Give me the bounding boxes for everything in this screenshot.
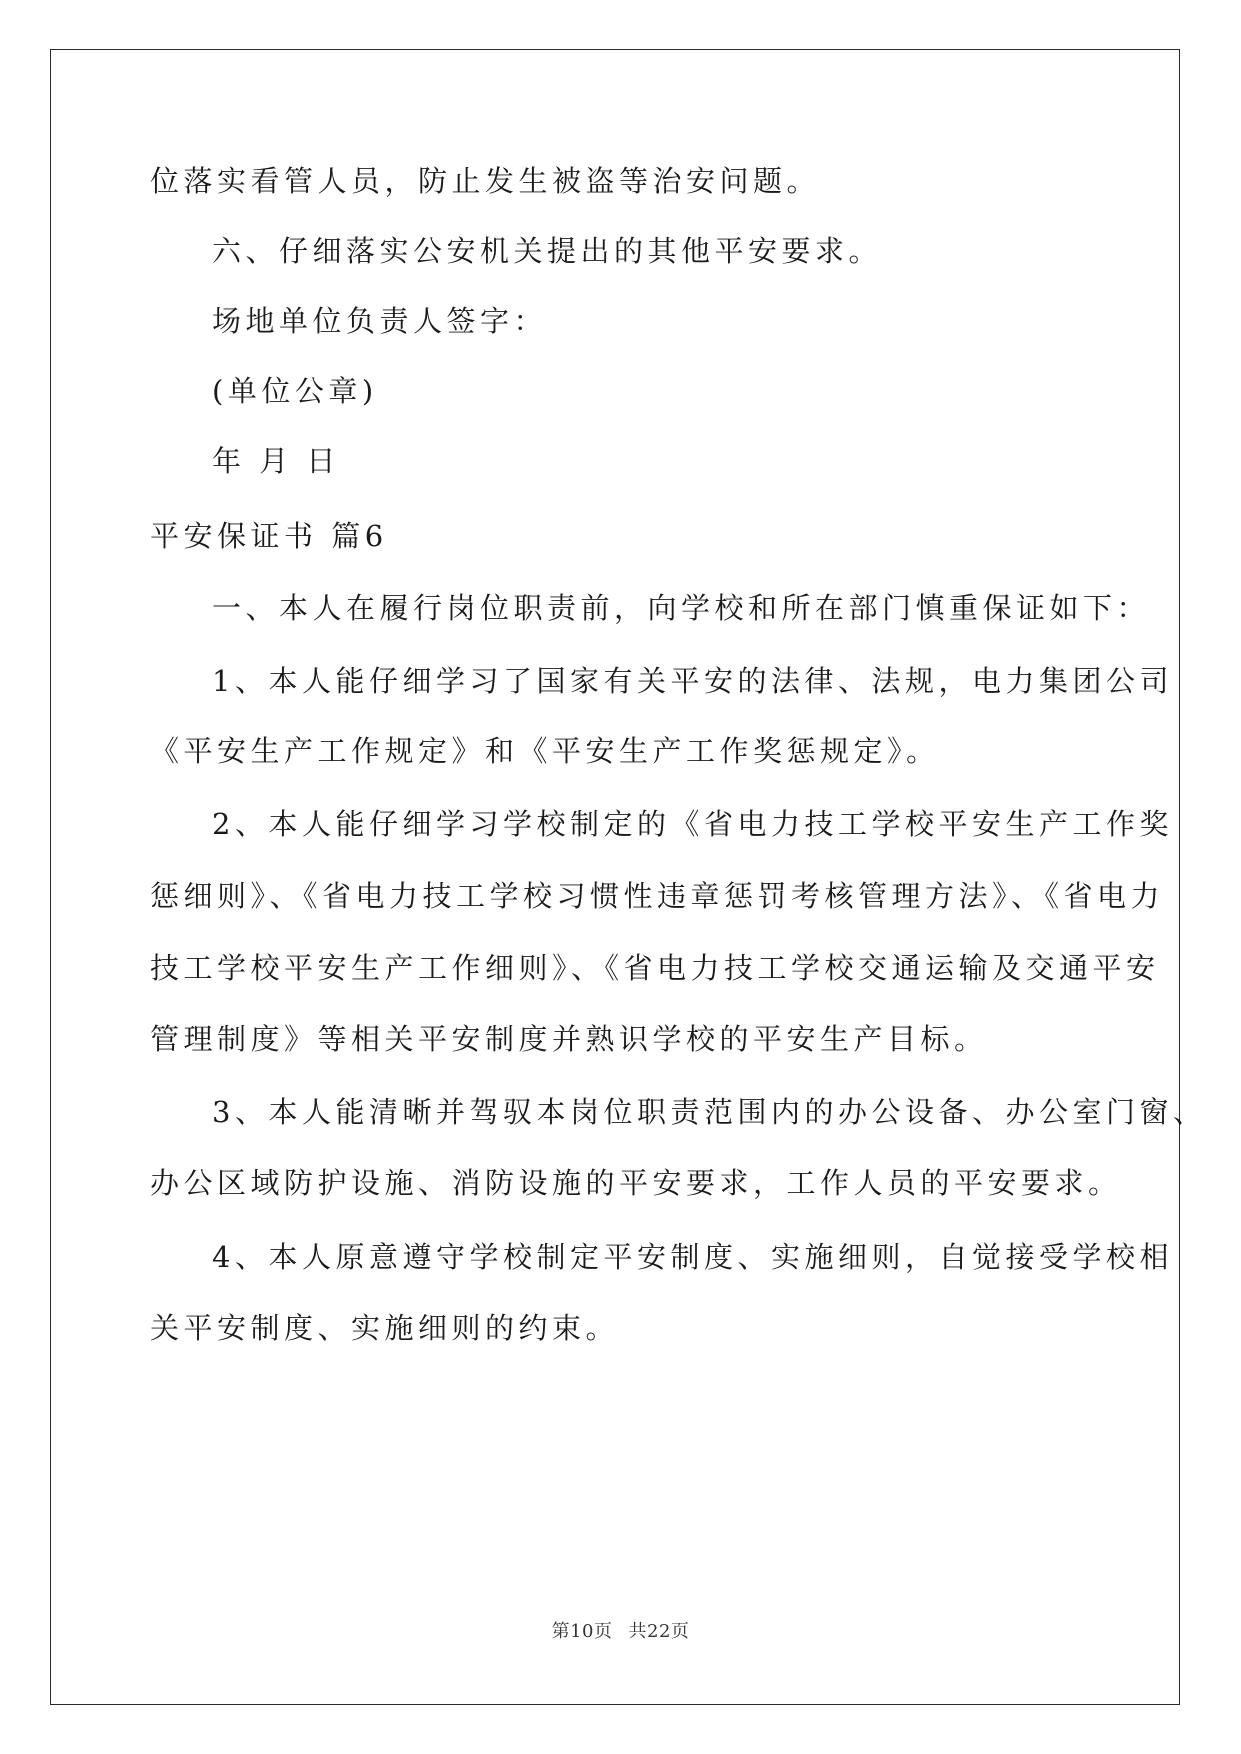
section-heading: 平安保证书 篇6	[150, 519, 388, 553]
text-line: 一、本人在履行岗位职责前，向学校和所在部门慎重保证如下：	[212, 591, 1151, 625]
text-line: 关平安制度、实施细则的约束。	[150, 1311, 620, 1345]
page-number: 第10页	[551, 1621, 613, 1642]
text-line: 4、本人原意遵守学校制定平安制度、实施细则，自觉接受学校相	[212, 1240, 1173, 1274]
text-line: 《平安生产工作规定》和《平安生产工作奖惩规定》。	[150, 734, 940, 768]
page-footer	[0, 1617, 1241, 1643]
text-line: 办公区域防护设施、消防设施的平安要求，工作人员的平安要求。	[150, 1166, 1122, 1200]
text-line: 位落实看管人员，防止发生被盗等治安问题。	[150, 164, 821, 198]
text-line: 场地单位负责人签字：	[212, 304, 548, 338]
text-line: (单位公章)	[212, 374, 378, 408]
text-line: 年 月 日	[212, 444, 340, 478]
text-line: 技工学校平安生产工作细则》、《省电力技工学校交通运输及交通平安	[150, 951, 1160, 985]
page-total: 共22页	[628, 1621, 690, 1642]
text-line: 六、仔细落实公安机关提出的其他平安要求。	[212, 234, 883, 268]
text-line: 2、本人能仔细学习学校制定的《省电力技工学校平安生产工作奖	[212, 807, 1173, 841]
text-line: 惩细则》、《省电力技工学校习惯性违章惩罚考核管理方法》、《省电力	[150, 879, 1165, 913]
text-line: 3、本人能清晰并驾驭本岗位职责范围内的办公设备、办公室门窗、	[212, 1095, 1207, 1129]
text-line: 管理制度》等相关平安制度并熟识学校的平安生产目标。	[150, 1022, 988, 1056]
text-line: 1、本人能仔细学习了国家有关平安的法律、法规，电力集团公司	[212, 664, 1173, 698]
